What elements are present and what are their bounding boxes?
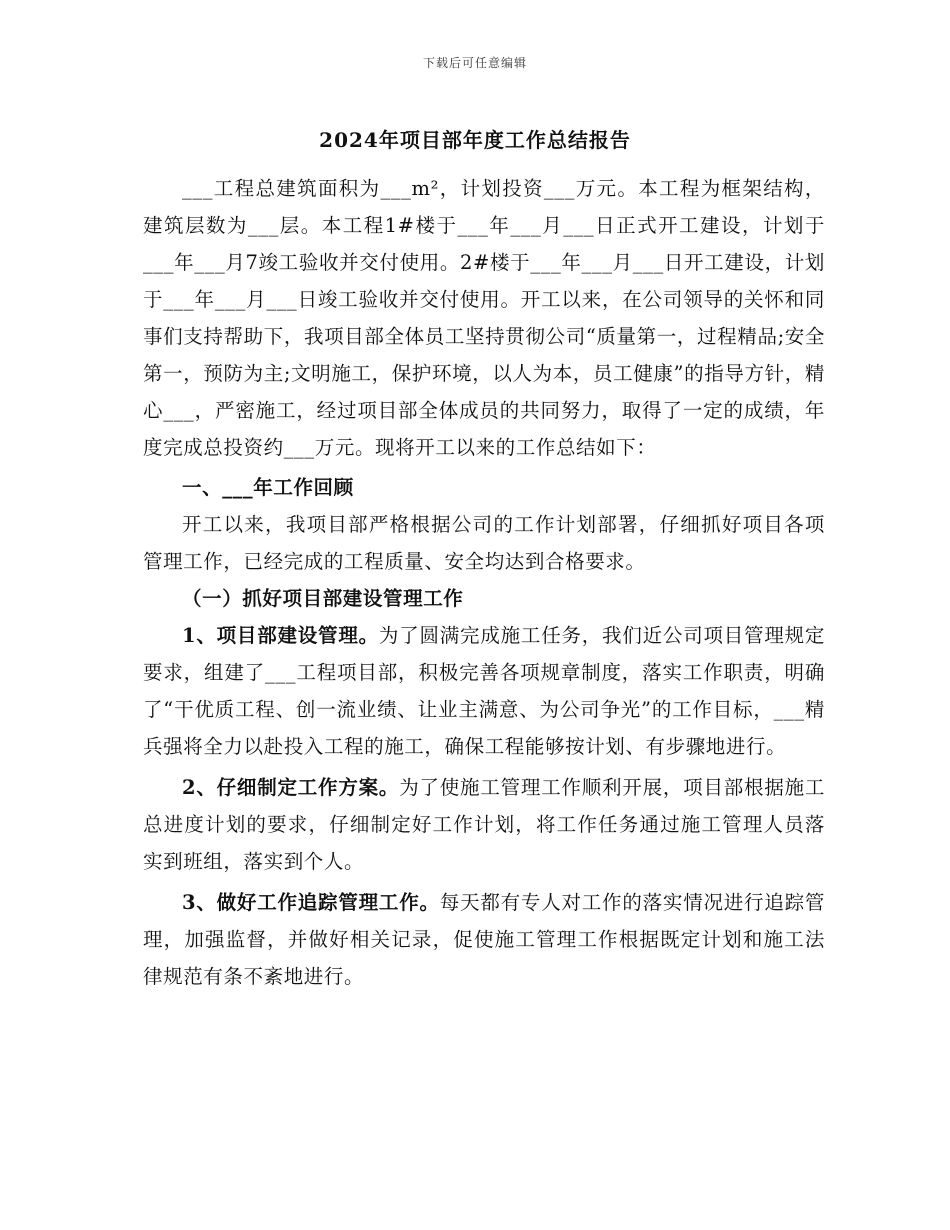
document-title: 2024年项目部年度工作总结报告 [319,128,631,152]
subsection-heading-management: （一）抓好项目部建设管理工作 [182,587,464,610]
item-paragraph-1 [143,617,825,765]
item-paragraph-2 [143,769,825,880]
item-lead-2: 2、仔细制定工作方案。 [182,776,400,799]
header-note: 下载后可任意编辑 [422,56,527,70]
section-review-paragraph: 开工以来，我项目部严格根据公司的工作计划部署，仔细抓好项目各项管理工作，已经完成的工程质量、安全均达到合格要求。 [143,513,825,573]
intro-paragraph: ___工程总建筑面积为___m²，计划投资___万元。本工程为框架结构，建筑层数为___层。本工程1#楼于___年___月___日正式开工建设，计划于___年___月7竣工验收并交付使用。2#楼于___年___月___日开工建设，计划于___年___月___日竣工验收并交付使用。开工以来，在公司领导的关怀和同事们支持帮助下，我项目部全体员工坚持贯彻公司“质量第一，过程精品;安全第一，预防为主;文明施工，保护环境，以人为本，员工健康”的指导方针，精心___，严密施工，经过项目部全体成员的共同努力，取得了一定的成绩，年度完成总投资约___万元。现将开工以来的工作总结如下： [143,177,825,459]
item-lead-1: 1、项目部建设管理。 [182,624,379,647]
section-heading-review: 一、___年工作回顾 [182,476,354,499]
item-text-3: 每天都有专人对工作的落实情况进行追踪管理，加强监督，并做好相关记录，促使施工管理工作根据既定计划和施工法律规范有条不紊地进行。 [143,891,826,988]
item-paragraph-3 [143,884,825,995]
item-text-1: 为了圆满完成施工任务，我们近公司项目管理规定要求，组建了___工程项目部，积极完善各项规章制度，落实工作职责，明确了“干优质工程、创一流业绩、让业主满意、为公司争光”的工作目标，___精兵强将全力以赴投入工程的施工，确保工程能够按计划、有步骤地进行。 [143,624,825,758]
document-body [143,170,825,995]
item-text-2: 为了使施工管理工作顺利开展，项目部根据施工总进度计划的要求，仔细制定好工作计划，将工作任务通过施工管理人员落实到班组，落实到个人。 [143,776,825,873]
item-lead-3: 3、做好工作追踪管理工作。 [182,891,440,914]
